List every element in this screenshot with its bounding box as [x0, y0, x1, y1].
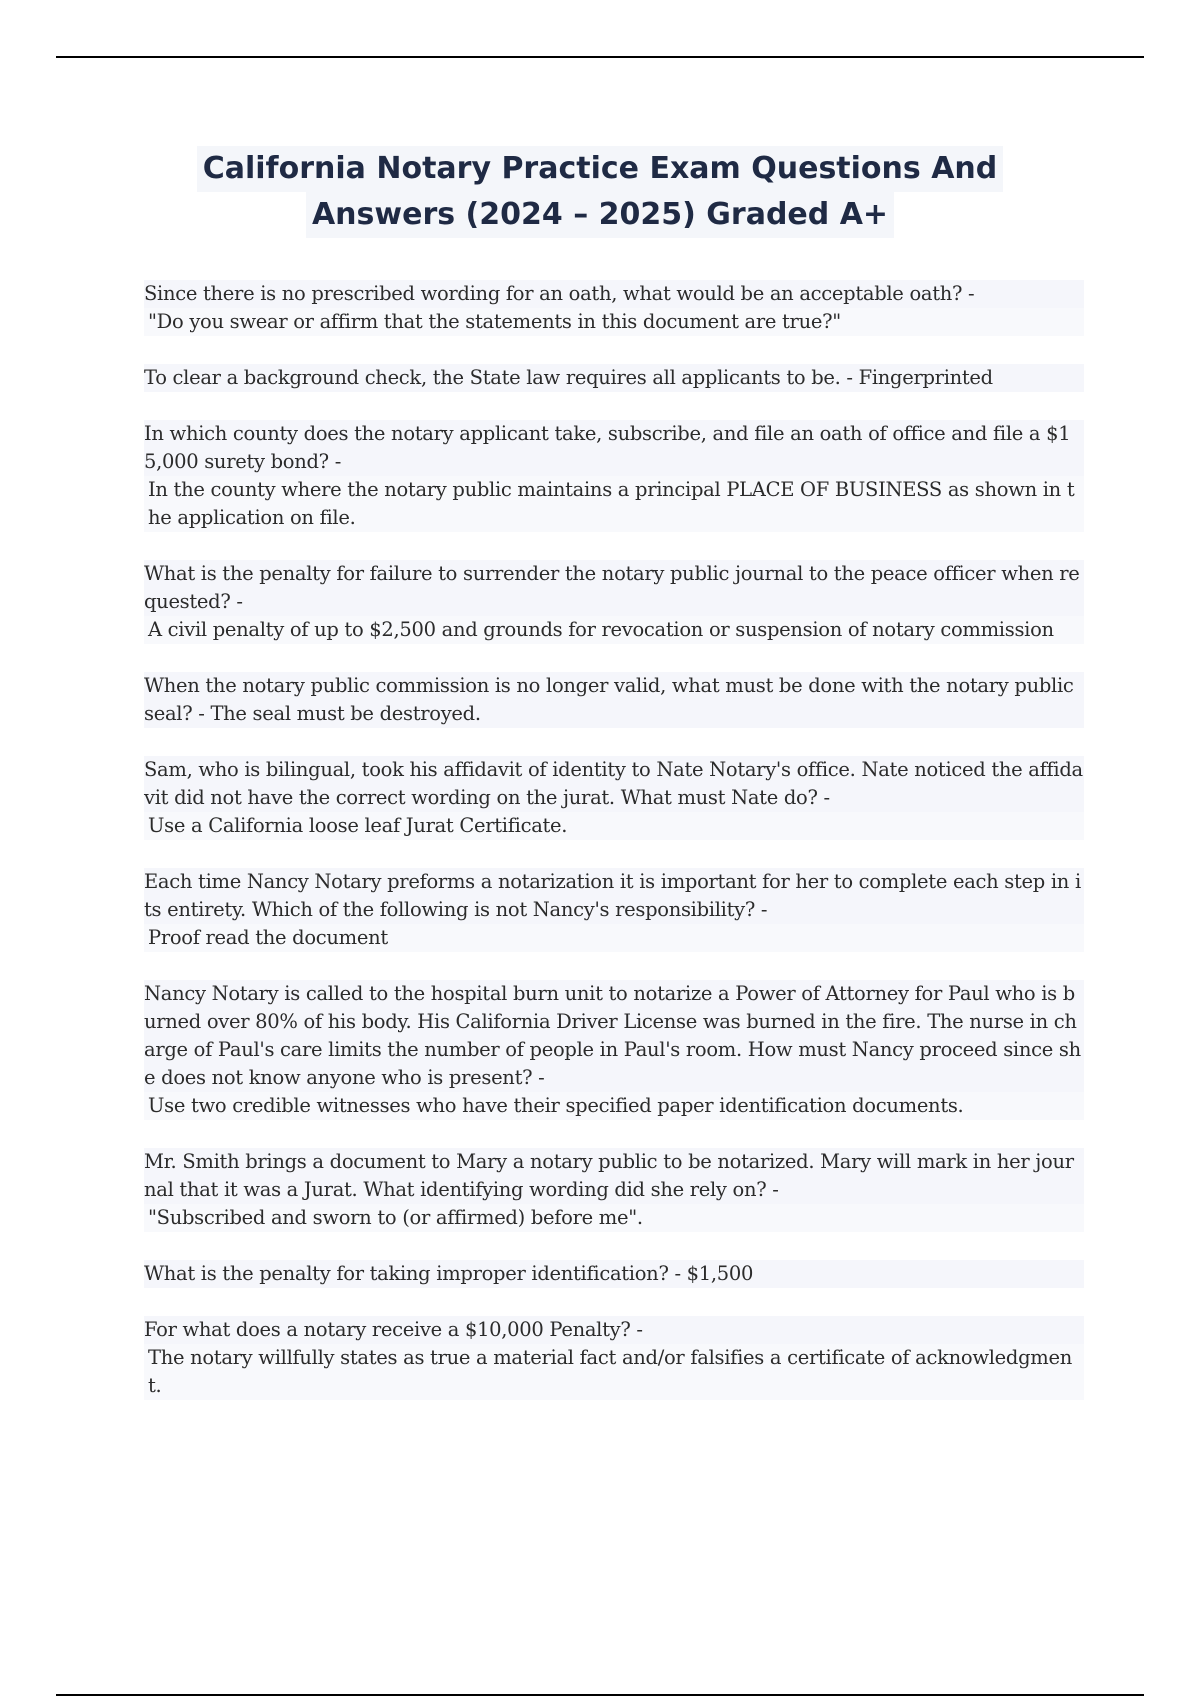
question-text: For what does a notary receive a $10,000 Penalty? - — [144, 1316, 1084, 1344]
qa-item — [144, 1316, 1084, 1400]
question-text: Sam, who is bilingual, took his affidavit of identity to Nate Notary's office. Nate noticed the affidavit did not have the correct wording on the jurat. What must Nate do? - — [144, 756, 1084, 812]
answer-text: In the county where the notary public maintains a principal PLACE OF BUSINESS as shown in the application on file. — [144, 476, 1084, 532]
answer-text: Use two credible witnesses who have their specified paper identification documents. — [144, 1092, 1084, 1120]
top-rule — [56, 56, 1144, 58]
qa-list — [144, 280, 1084, 1428]
document-title — [150, 146, 1050, 238]
question-text: When the notary public commission is no longer valid, what must be done with the notary public seal? - The seal must be destroyed. — [144, 672, 1084, 728]
qa-item — [144, 1260, 1084, 1288]
answer-text: A civil penalty of up to $2,500 and grounds for revocation or suspension of notary commission — [144, 616, 1084, 644]
answer-text: "Subscribed and sworn to (or affirmed) before me". — [144, 1204, 1084, 1232]
question-text: Mr. Smith brings a document to Mary a notary public to be notarized. Mary will mark in her journal that it was a Jurat. What identifying wording did she rely on? - — [144, 1148, 1084, 1204]
qa-item — [144, 364, 1084, 392]
qa-item — [144, 980, 1084, 1120]
question-text: What is the penalty for taking improper identification? - $1,500 — [144, 1260, 1084, 1288]
answer-text: The notary willfully states as true a material fact and/or falsifies a certificate of acknowledgment. — [144, 1344, 1084, 1400]
question-text: What is the penalty for failure to surrender the notary public journal to the peace officer when requested? - — [144, 560, 1084, 616]
question-text: To clear a background check, the State law requires all applicants to be. - Fingerprinted — [144, 364, 1084, 392]
title-line-1: California Notary Practice Exam Questions And — [197, 146, 1004, 192]
bottom-rule — [56, 1694, 1144, 1696]
qa-item — [144, 868, 1084, 952]
qa-item — [144, 560, 1084, 644]
question-text: In which county does the notary applicant take, subscribe, and file an oath of office and file a $15,000 surety bond? - — [144, 420, 1084, 476]
qa-item — [144, 420, 1084, 532]
answer-text: "Do you swear or affirm that the statements in this document are true?" — [144, 308, 1084, 336]
qa-item — [144, 280, 1084, 336]
answer-text: Use a California loose leaf Jurat Certificate. — [144, 812, 1084, 840]
qa-item — [144, 756, 1084, 840]
qa-item — [144, 672, 1084, 728]
title-line-2: Answers (2024 – 2025) Graded A+ — [306, 192, 894, 238]
question-text: Since there is no prescribed wording for an oath, what would be an acceptable oath? - — [144, 280, 1084, 308]
answer-text: Proof read the document — [144, 924, 1084, 952]
qa-item — [144, 1148, 1084, 1232]
question-text: Nancy Notary is called to the hospital burn unit to notarize a Power of Attorney for Paul who is burned over 80% of his body. His California Driver License was burned in the fire. The nurse in charge of Paul's care limits the number of people in Paul's room. How must Nancy proceed since she does not know anyone who is present? - — [144, 980, 1084, 1092]
question-text: Each time Nancy Notary preforms a notarization it is important for her to complete each step in its entirety. Which of the following is not Nancy's responsibility? - — [144, 868, 1084, 924]
